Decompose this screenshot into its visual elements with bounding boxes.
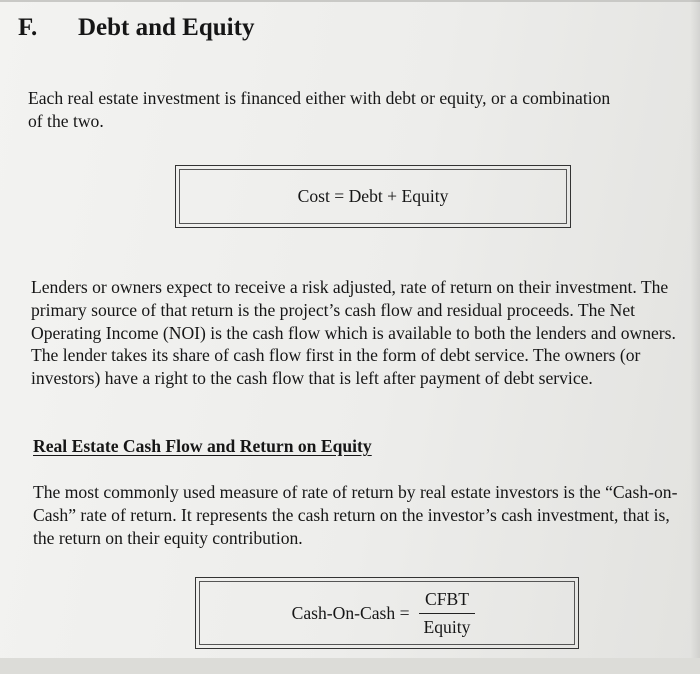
section-number: F. [18,14,38,41]
cost-equation-box [175,165,571,228]
formula-denominator: Equity [423,616,471,637]
section-heading [18,14,254,42]
cash-on-cash-inner-frame [199,581,575,645]
cash-on-cash-formula [292,589,477,638]
section-title: Debt and Equity [78,14,255,41]
cost-equation: Cost = Debt + Equity [297,186,449,206]
cost-equation-inner-frame [179,169,567,224]
formula-numerator: CFBT [419,589,475,614]
intro-paragraph: Each real estate investment is financed either with debt or equity, or a combination of the two. [28,88,611,131]
cash-on-cash-paragraph: The most commonly used measure of rate of return by real estate investors is the “Cash-on-Cash” rate of return. It represents the cash return on the investor’s cash investment, that is, the return on their equity contribution. [33,482,678,548]
formula-fraction [418,589,477,638]
page-shadow [690,0,700,674]
formula-lhs: Cash-On-Cash = [291,602,410,623]
subheading: Real Estate Cash Flow and Return on Equity [33,436,372,456]
bottom-edge [0,658,700,674]
returns-paragraph: Lenders or owners expect to receive a risk adjusted, rate of return on their investment. The primary source of that return is the project’s cash flow and residual proceeds. The Net Operating Income (NOI) is the cash flow which is available to both the lenders and owners. The lender takes its share of cash flow first in the form of debt service. The owners (or investors) have a right to the cash flow that is left after payment of debt service. [31,277,676,389]
top-edge [0,0,700,2]
cash-on-cash-formula-box [195,577,579,649]
